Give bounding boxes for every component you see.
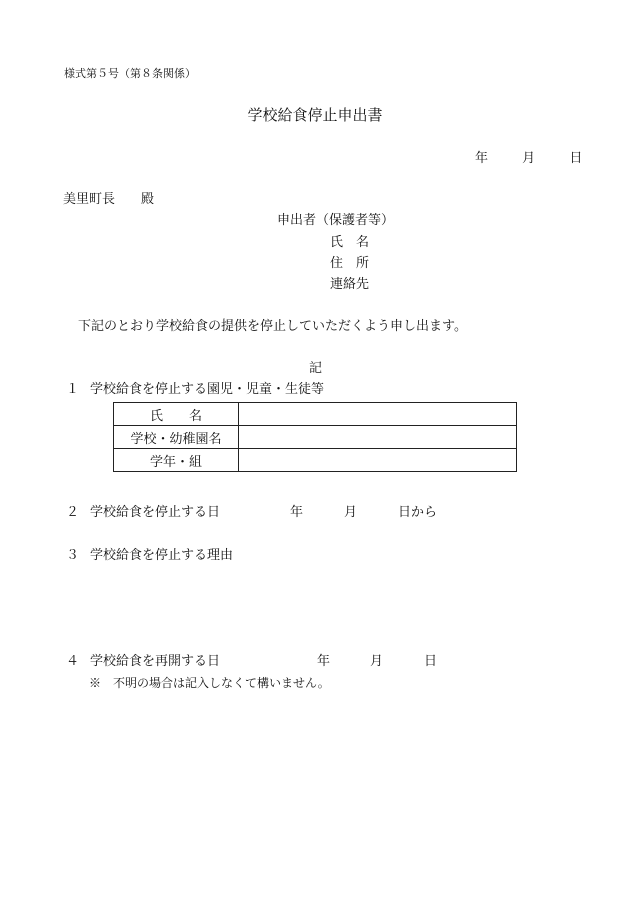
grade-class-label: 学年・組 xyxy=(114,449,239,472)
submission-date xyxy=(475,152,582,165)
grade-class-field[interactable] xyxy=(239,449,517,472)
applicant-name-label: 氏 名 xyxy=(330,235,370,250)
date-month-label: 月 xyxy=(522,151,536,166)
date-year-label: 年 xyxy=(475,151,489,166)
stop-day-label: 日から xyxy=(398,505,438,520)
resume-year-label: 年 xyxy=(317,654,331,669)
table-row xyxy=(114,449,517,472)
form-number: 様式第５号（第８条関係） xyxy=(64,67,196,80)
applicant-contact-label: 連絡先 xyxy=(330,277,370,292)
table-row xyxy=(114,403,517,426)
addressee-honorific: 殿 xyxy=(141,192,155,207)
item-number: ３ xyxy=(66,548,80,563)
item-number: ４ xyxy=(66,654,80,669)
date-day-label: 日 xyxy=(569,151,583,166)
item-label: 学校給食を停止する理由 xyxy=(90,548,234,563)
stop-month-label: 月 xyxy=(344,505,358,520)
table-row xyxy=(114,426,517,449)
item-3 xyxy=(66,549,233,562)
school-name-field[interactable] xyxy=(239,426,517,449)
resume-day-label: 日 xyxy=(424,654,438,669)
resume-month-label: 月 xyxy=(370,654,384,669)
document-title: 学校給食停止申出書 xyxy=(247,106,383,124)
addressee xyxy=(63,193,154,206)
item-number: １ xyxy=(66,382,80,397)
pupil-name-field[interactable] xyxy=(239,403,517,426)
item-4 xyxy=(66,655,220,668)
item-label: 学校給食を再開する日 xyxy=(90,654,221,669)
school-name-label: 学校・幼稚園名 xyxy=(114,426,239,449)
applicant-label: 申出者（保護者等） xyxy=(277,213,395,228)
item-label: 学校給食を停止する日 xyxy=(90,505,221,520)
pupil-name-label: 氏 名 xyxy=(114,403,239,426)
item-label: 学校給食を停止する園児・児童・生徒等 xyxy=(90,382,325,397)
pupil-info-table xyxy=(113,402,517,472)
ki-heading: 記 xyxy=(309,361,323,376)
stop-year-label: 年 xyxy=(290,505,304,520)
item-1 xyxy=(66,383,324,396)
applicant-address-label: 住 所 xyxy=(330,256,370,271)
note-text: ※ 不明の場合は記入しなくて構いません。 xyxy=(89,676,330,690)
intro-text: 下記のとおり学校給食の提供を停止していただくよう申し出ます。 xyxy=(78,319,467,334)
item-number: ２ xyxy=(66,505,80,520)
item-2 xyxy=(66,506,220,519)
addressee-name: 美里町長 xyxy=(63,192,116,207)
